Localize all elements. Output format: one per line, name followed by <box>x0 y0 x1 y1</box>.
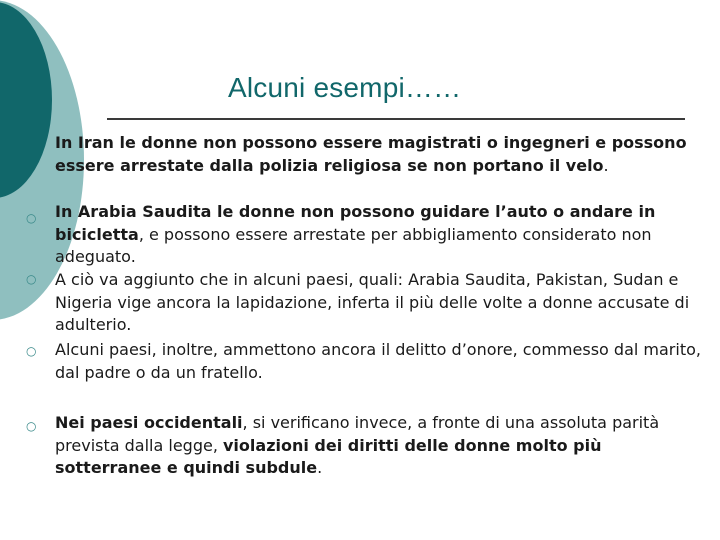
bullet-2-normal: , e possono essere arrestate per abbigliamento considerato non adeguato. <box>55 224 652 266</box>
bullet-2-bold: In Arabia Saudita le donne non possono guidare l’auto o andare in bicicletta <box>55 202 656 244</box>
bullet-5-normal-a: , si verificano invece, a fronte di una assoluta parità prevista dalla legge, <box>55 413 660 455</box>
title-underline <box>107 118 685 120</box>
bullet-5-bold-a: Nei paesi occidentali <box>55 413 243 432</box>
bullet-1-bold: In Iran le donne non possono essere magistrati o ingegneri e possono essere arrestate dalla polizia religiosa se non portano il velo <box>55 133 687 175</box>
bullet-3-normal: A ciò va aggiunto che in alcuni paesi, quali: Arabia Saudita, Pakistan, Sudan e Nigeria vige ancora la lapidazione, inferta il più delle volte a donne accusate di adulterio. <box>55 270 690 334</box>
bullet-marker-4: ○ <box>26 344 37 358</box>
bullet-5-period: . <box>317 458 323 477</box>
bullet-5-bold-b: violazioni dei diritti delle donne molto più sotterranee e quindi subdule <box>55 435 602 477</box>
bullet-marker-5: ○ <box>26 419 37 433</box>
bullet-text-3 <box>55 269 705 337</box>
bullet-marker-3: ○ <box>26 272 37 286</box>
bullet-text-5 <box>55 412 705 480</box>
slide-title: Alcuni esempi…… <box>228 72 462 103</box>
bullet-1-period: . <box>603 155 609 175</box>
bullet-marker-2: ○ <box>26 211 37 225</box>
bullet-text-2 <box>55 201 705 269</box>
bullet-4-normal: Alcuni paesi, inoltre, ammettono ancora il delitto d’onore, commesso dal marito, dal padre o da un fratello. <box>55 340 701 382</box>
bullet-text-4 <box>55 339 705 384</box>
bullet-text-1 <box>55 132 705 177</box>
